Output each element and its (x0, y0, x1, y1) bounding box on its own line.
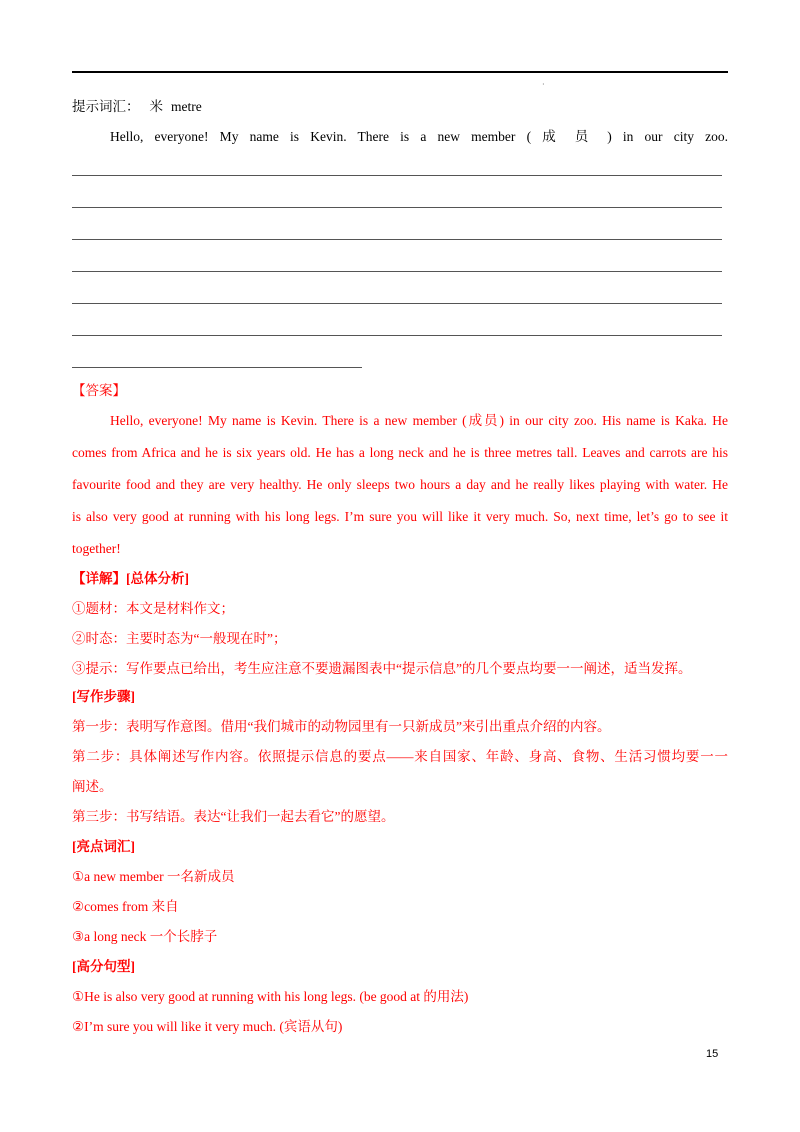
answer-header: 【答案】 (72, 383, 126, 398)
writing-line (72, 335, 722, 336)
vocab-item: ①a new member 一名新成员 (72, 869, 235, 884)
detail-header-label: 【详解】 (72, 571, 126, 586)
sentence-item: ②I’m sure you will like it very much. (宾语从句) (72, 1019, 343, 1034)
writing-step: 第一步：表明写作意图。借用“我们城市的动物园里有一只新成员”来引出重点介绍的内容。 (72, 719, 611, 734)
header-dot: · (542, 80, 545, 89)
writing-line (72, 239, 722, 240)
hint-label: 提示词汇： (72, 99, 140, 114)
analysis-item: ②时态：主要时态为“一般现在时”； (72, 631, 287, 646)
writing-steps-heading: [写作步骤] (72, 689, 135, 704)
writing-line (72, 303, 722, 304)
writing-step: 第二步：具体阐述写作内容。依照提示信息的要点——来自国家、年龄、身高、食物、生活习惯均要一一 (72, 749, 728, 764)
analysis-item: ①题材：本文是材料作文； (72, 601, 234, 616)
answer-line: is also very good at running with his long legs. I’m sure you will like it very much. So, next time, let’s go to see it (72, 509, 728, 524)
vocab-item: ③a long neck 一个长脖子 (72, 929, 218, 944)
writing-line (72, 207, 722, 208)
writing-line (72, 175, 722, 176)
hint-vocabulary (72, 98, 202, 116)
answer-line: favourite food and they are very healthy. He only sleeps two hours a day and he really likes playing with water. He (72, 477, 728, 492)
vocab-item: ②comes from 来自 (72, 899, 179, 914)
writing-step: 第三步：书写结语。表达“让我们一起去看它”的愿望。 (72, 809, 395, 824)
header-rule (72, 71, 728, 73)
answer-line: comes from Africa and he is six years old. He has a long neck and he is three metres tall. Leaves and carrots are his (72, 445, 728, 460)
hint-word-chinese: 米 (149, 99, 163, 114)
answer-line: Hello, everyone! My name is Kevin. There is a new member (成员) in our city zoo. His name is Kaka. He (110, 413, 728, 428)
writing-step-cont: 阐述。 (72, 779, 113, 794)
detail-header (72, 570, 189, 588)
writing-line (72, 271, 722, 272)
analysis-item: ③提示：写作要点已给出，考生应注意不要遗漏图表中“提示信息”的几个要点均要一一阐述，适当发挥。 (72, 661, 692, 676)
highlight-vocab-heading: [亮点词汇] (72, 839, 135, 854)
writing-prompt: Hello, everyone! My name is Kevin. There is a new member ( 成 员 ) in our city zoo. (110, 129, 728, 144)
page-number: 15 (706, 1048, 719, 1060)
overall-analysis-heading: [总体分析] (126, 571, 189, 586)
hint-word-english: metre (171, 99, 202, 114)
sentence-item: ①He is also very good at running with his long legs. (be good at 的用法) (72, 989, 469, 1004)
answer-line: together! (72, 541, 121, 556)
writing-line-short (72, 367, 362, 368)
high-score-sentence-heading: [高分句型] (72, 959, 135, 974)
